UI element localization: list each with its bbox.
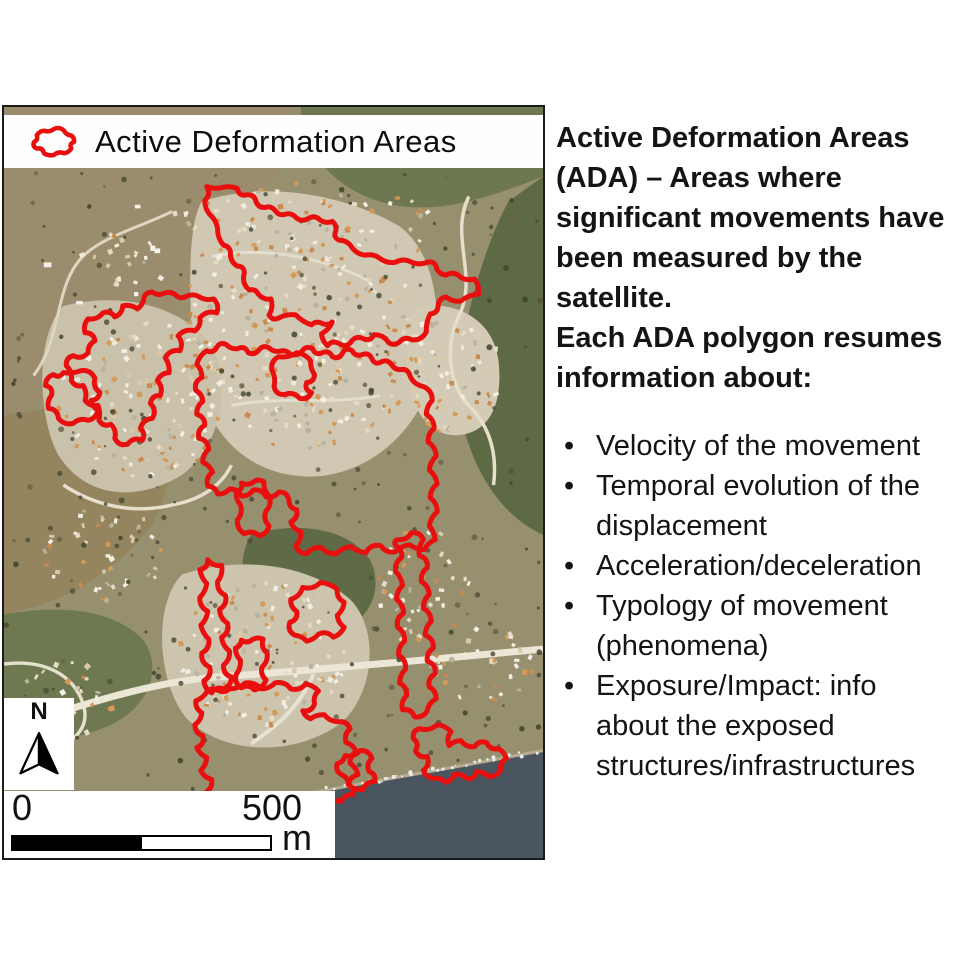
bullet-line: about the exposed bbox=[596, 710, 835, 742]
bullet-text bbox=[596, 586, 888, 666]
scale-end-label: 500 bbox=[241, 787, 303, 828]
bullet-text bbox=[596, 666, 915, 786]
north-arrow-box bbox=[4, 698, 74, 790]
scale-start-label: 0 bbox=[12, 787, 33, 828]
bullet-line: structures/infrastructures bbox=[596, 750, 916, 782]
scale-unit-label: m bbox=[282, 817, 312, 858]
bullet-item bbox=[556, 546, 964, 586]
bullet-item bbox=[556, 666, 964, 786]
bullet-marker: • bbox=[564, 590, 575, 622]
ada-definition-heading bbox=[556, 118, 964, 398]
ada-attribute-list bbox=[556, 426, 964, 786]
bullet-text bbox=[596, 466, 920, 546]
ada-cloud-icon bbox=[28, 122, 80, 162]
bullet-line: Acceleration/deceleration bbox=[596, 550, 922, 582]
bullet-line: displacement bbox=[596, 510, 767, 542]
bullet-line: Temporal evolution of the bbox=[596, 470, 921, 502]
scale-bar-filled-half bbox=[13, 837, 142, 849]
scale-bar-box bbox=[4, 787, 335, 858]
heading-line: been measured by the bbox=[556, 242, 863, 274]
bullet-item bbox=[556, 586, 964, 666]
bullet-line: (phenomena) bbox=[596, 630, 769, 662]
heading-line: information about: bbox=[556, 362, 813, 394]
satellite-basemap bbox=[4, 107, 543, 858]
bullet-marker: • bbox=[564, 670, 575, 702]
bullet-text bbox=[596, 546, 922, 586]
urban-center bbox=[190, 191, 437, 476]
description-panel bbox=[556, 118, 964, 786]
bullet-item bbox=[556, 426, 964, 466]
map-legend bbox=[4, 115, 543, 168]
heading-line: satellite. bbox=[556, 282, 673, 314]
bullet-line: Exposure/Impact: info bbox=[596, 670, 877, 702]
scale-bar bbox=[11, 835, 272, 851]
heading-line: Active Deformation Areas bbox=[556, 122, 910, 154]
north-arrow-icon bbox=[13, 724, 65, 784]
bullet-text bbox=[596, 426, 920, 466]
satellite-map bbox=[2, 105, 545, 860]
north-label: N bbox=[30, 698, 48, 725]
legend-label: Active Deformation Areas bbox=[95, 123, 457, 159]
bullet-marker: • bbox=[564, 550, 575, 582]
heading-line: (ADA) – Areas where bbox=[556, 162, 842, 194]
bullet-line: Velocity of the movement bbox=[596, 430, 920, 462]
bullet-line: Typology of movement bbox=[596, 590, 888, 622]
heading-line: significant movements have bbox=[556, 202, 945, 234]
bullet-marker: • bbox=[564, 470, 575, 502]
heading-line: Each ADA polygon resumes bbox=[556, 322, 943, 354]
bullet-item bbox=[556, 466, 964, 546]
bullet-marker: • bbox=[564, 430, 575, 462]
